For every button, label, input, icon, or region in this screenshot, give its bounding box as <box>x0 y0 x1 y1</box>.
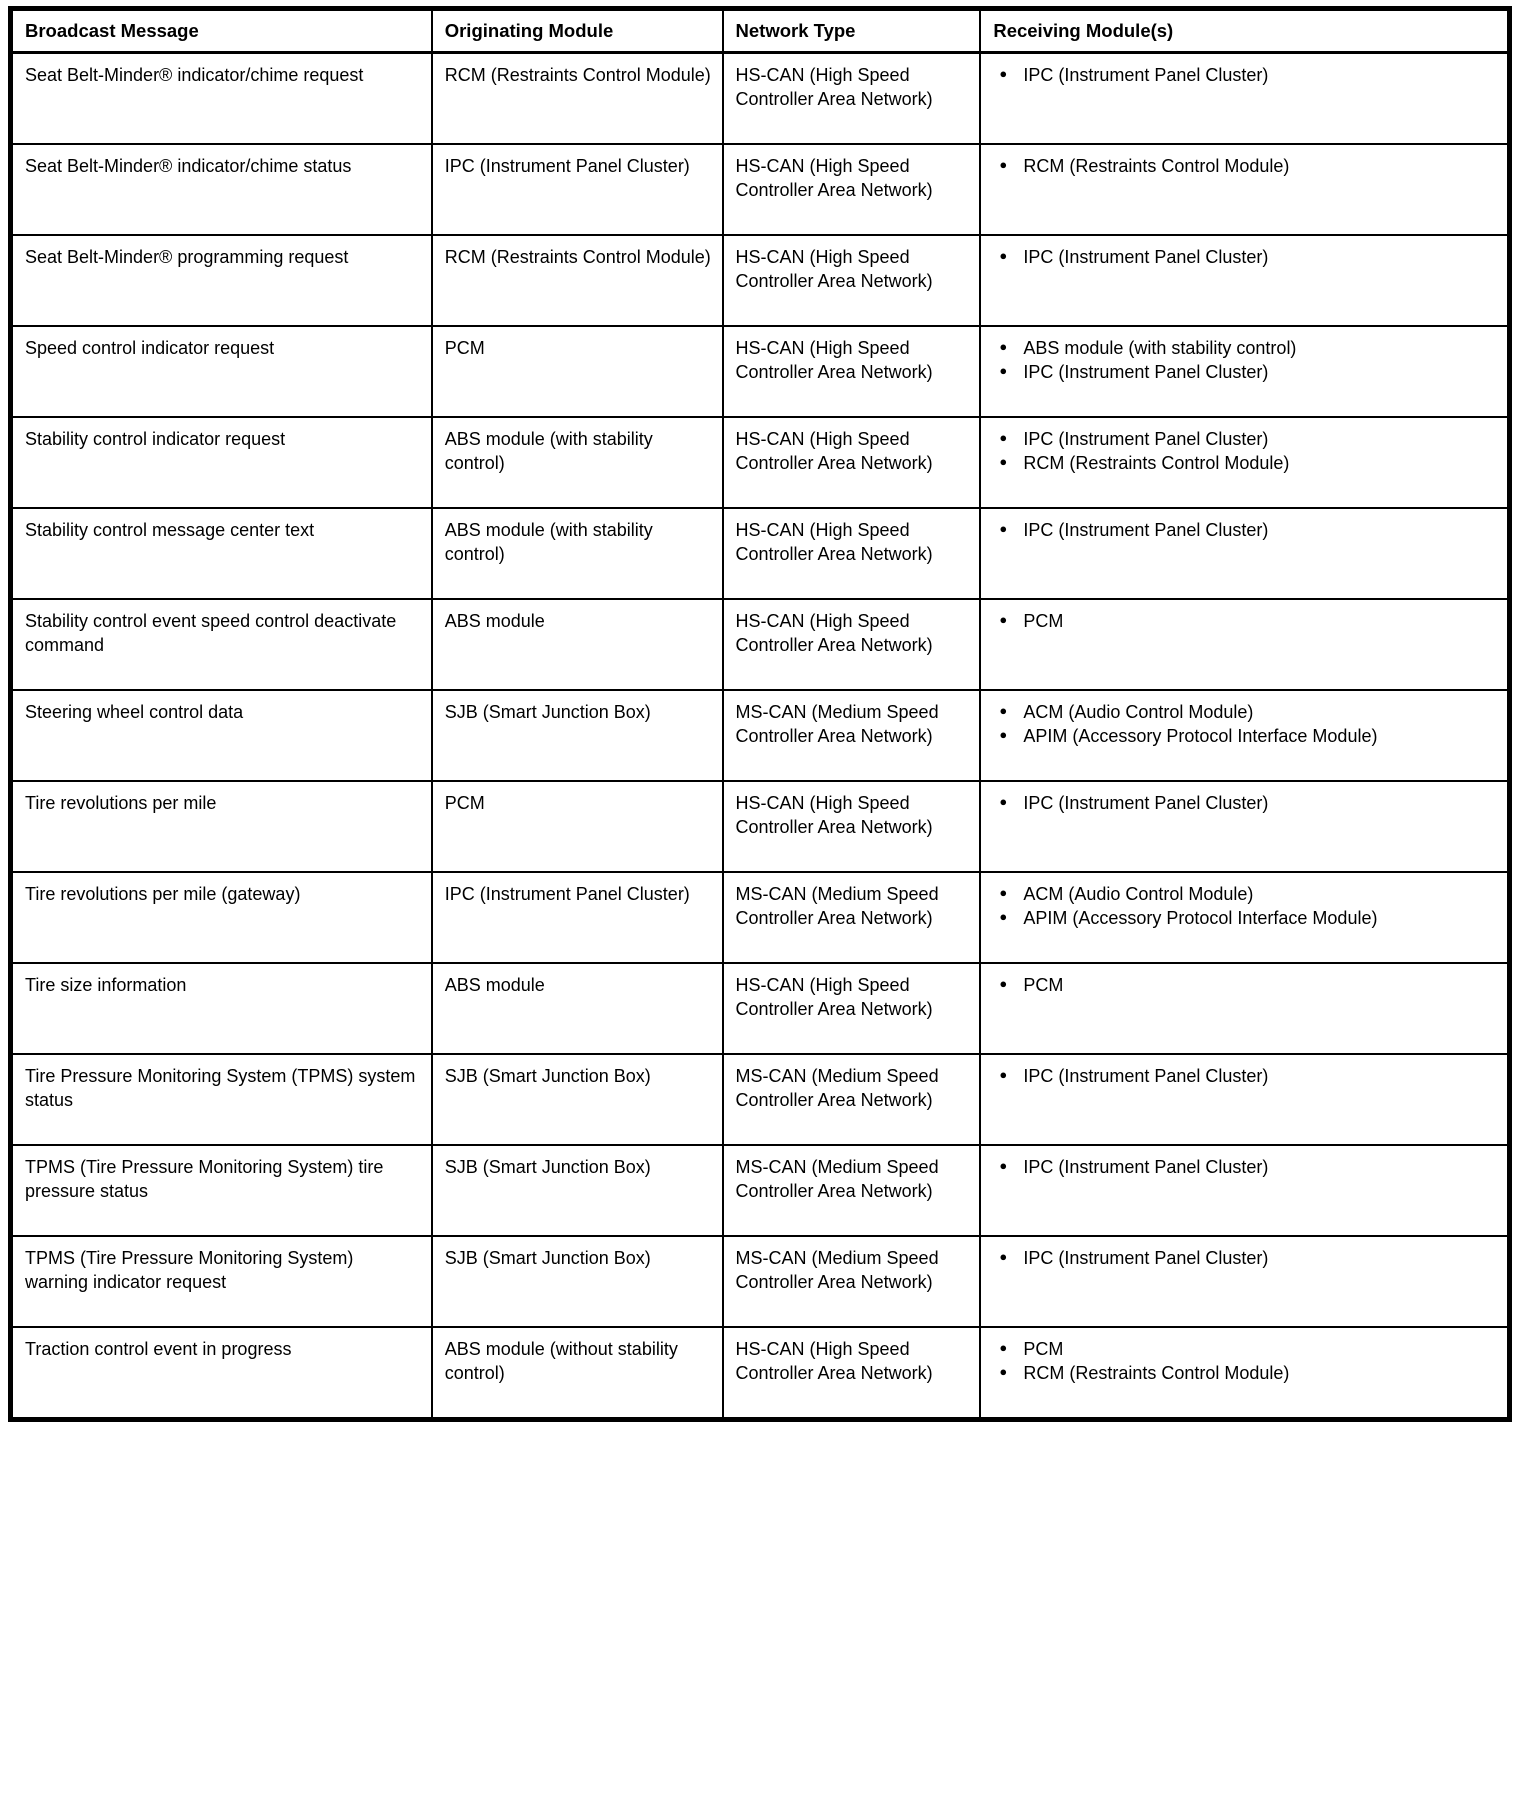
receiving-module-item: ● APIM (Accessory Protocol Interface Module) <box>993 906 1497 930</box>
cell-network-type: HS-CAN (High Speed Controller Area Network) <box>723 781 981 872</box>
table-row <box>11 1327 1510 1420</box>
table-row <box>11 690 1510 781</box>
cell-broadcast-message: Seat Belt-Minder® indicator/chime status <box>11 144 432 235</box>
cell-network-type: MS-CAN (Medium Speed Controller Area Network) <box>723 1054 981 1145</box>
cell-receiving-modules <box>980 1327 1509 1420</box>
cell-network-type: HS-CAN (High Speed Controller Area Network) <box>723 144 981 235</box>
cell-broadcast-message: Tire Pressure Monitoring System (TPMS) system status <box>11 1054 432 1145</box>
cell-network-type: MS-CAN (Medium Speed Controller Area Network) <box>723 690 981 781</box>
cell-network-type: HS-CAN (High Speed Controller Area Network) <box>723 235 981 326</box>
receiving-modules-list <box>993 700 1497 748</box>
table-row <box>11 1236 1510 1327</box>
cell-broadcast-message: TPMS (Tire Pressure Monitoring System) warning indicator request <box>11 1236 432 1327</box>
receiving-modules-list <box>993 609 1497 633</box>
receiving-modules-list <box>993 1064 1497 1088</box>
cell-originating-module: ABS module <box>432 599 723 690</box>
receiving-module-item: ● IPC (Instrument Panel Cluster) <box>993 791 1497 815</box>
receiving-module-item: ● IPC (Instrument Panel Cluster) <box>993 1064 1497 1088</box>
table-row <box>11 53 1510 145</box>
receiving-modules-list <box>993 1337 1497 1385</box>
receiving-module-item: ● APIM (Accessory Protocol Interface Module) <box>993 724 1497 748</box>
cell-network-type: MS-CAN (Medium Speed Controller Area Network) <box>723 872 981 963</box>
cell-network-type: MS-CAN (Medium Speed Controller Area Network) <box>723 1236 981 1327</box>
cell-receiving-modules <box>980 1145 1509 1236</box>
cell-originating-module: SJB (Smart Junction Box) <box>432 690 723 781</box>
cell-originating-module: PCM <box>432 326 723 417</box>
receiving-module-item: ● PCM <box>993 973 1497 997</box>
receiving-modules-list <box>993 336 1497 384</box>
cell-broadcast-message: Stability control message center text <box>11 508 432 599</box>
receiving-module-item: ● IPC (Instrument Panel Cluster) <box>993 427 1497 451</box>
cell-network-type: HS-CAN (High Speed Controller Area Network) <box>723 53 981 145</box>
cell-broadcast-message: Speed control indicator request <box>11 326 432 417</box>
receiving-module-item: ● IPC (Instrument Panel Cluster) <box>993 360 1497 384</box>
cell-network-type: HS-CAN (High Speed Controller Area Network) <box>723 326 981 417</box>
cell-receiving-modules <box>980 963 1509 1054</box>
cell-network-type: HS-CAN (High Speed Controller Area Network) <box>723 599 981 690</box>
cell-receiving-modules <box>980 326 1509 417</box>
cell-originating-module: ABS module (with stability control) <box>432 508 723 599</box>
cell-originating-module: PCM <box>432 781 723 872</box>
column-header-receiving-modules: Receiving Module(s) <box>980 9 1509 53</box>
receiving-modules-list <box>993 518 1497 542</box>
cell-receiving-modules <box>980 235 1509 326</box>
receiving-modules-list <box>993 1155 1497 1179</box>
network-message-table <box>8 6 1512 1422</box>
table-row <box>11 599 1510 690</box>
cell-broadcast-message: Steering wheel control data <box>11 690 432 781</box>
receiving-module-item: ● ACM (Audio Control Module) <box>993 882 1497 906</box>
cell-broadcast-message: TPMS (Tire Pressure Monitoring System) tire pressure status <box>11 1145 432 1236</box>
receiving-module-item: ● RCM (Restraints Control Module) <box>993 154 1497 178</box>
cell-receiving-modules <box>980 872 1509 963</box>
cell-broadcast-message: Seat Belt-Minder® indicator/chime request <box>11 53 432 145</box>
cell-broadcast-message: Stability control indicator request <box>11 417 432 508</box>
column-header-originating-module: Originating Module <box>432 9 723 53</box>
table-row <box>11 1054 1510 1145</box>
receiving-module-item: ● RCM (Restraints Control Module) <box>993 451 1497 475</box>
cell-broadcast-message: Tire revolutions per mile (gateway) <box>11 872 432 963</box>
receiving-modules-list <box>993 882 1497 930</box>
cell-network-type: HS-CAN (High Speed Controller Area Network) <box>723 963 981 1054</box>
column-header-broadcast-message: Broadcast Message <box>11 9 432 53</box>
cell-receiving-modules <box>980 1054 1509 1145</box>
cell-broadcast-message: Seat Belt-Minder® programming request <box>11 235 432 326</box>
cell-originating-module: RCM (Restraints Control Module) <box>432 235 723 326</box>
receiving-module-item: ● IPC (Instrument Panel Cluster) <box>993 1155 1497 1179</box>
receiving-modules-list <box>993 63 1497 87</box>
cell-originating-module: RCM (Restraints Control Module) <box>432 53 723 145</box>
cell-receiving-modules <box>980 690 1509 781</box>
table-body <box>11 53 1510 1420</box>
column-header-network-type: Network Type <box>723 9 981 53</box>
table-row <box>11 872 1510 963</box>
cell-originating-module: SJB (Smart Junction Box) <box>432 1054 723 1145</box>
table-row <box>11 1145 1510 1236</box>
receiving-modules-list <box>993 427 1497 475</box>
cell-network-type: HS-CAN (High Speed Controller Area Network) <box>723 1327 981 1420</box>
cell-receiving-modules <box>980 417 1509 508</box>
receiving-module-item: ● IPC (Instrument Panel Cluster) <box>993 245 1497 269</box>
receiving-module-item: ● PCM <box>993 1337 1497 1361</box>
receiving-module-item: ● ABS module (with stability control) <box>993 336 1497 360</box>
cell-originating-module: IPC (Instrument Panel Cluster) <box>432 144 723 235</box>
receiving-modules-list <box>993 973 1497 997</box>
table-row <box>11 235 1510 326</box>
cell-receiving-modules <box>980 781 1509 872</box>
cell-network-type: MS-CAN (Medium Speed Controller Area Network) <box>723 1145 981 1236</box>
cell-originating-module: ABS module <box>432 963 723 1054</box>
cell-receiving-modules <box>980 53 1509 145</box>
receiving-module-item: ● ACM (Audio Control Module) <box>993 700 1497 724</box>
table-row <box>11 144 1510 235</box>
cell-broadcast-message: Stability control event speed control deactivate command <box>11 599 432 690</box>
receiving-module-item: ● IPC (Instrument Panel Cluster) <box>993 1246 1497 1270</box>
receiving-modules-list <box>993 1246 1497 1270</box>
receiving-modules-list <box>993 791 1497 815</box>
receiving-module-item: ● RCM (Restraints Control Module) <box>993 1361 1497 1385</box>
cell-receiving-modules <box>980 599 1509 690</box>
table-row <box>11 508 1510 599</box>
cell-network-type: HS-CAN (High Speed Controller Area Network) <box>723 508 981 599</box>
cell-originating-module: SJB (Smart Junction Box) <box>432 1236 723 1327</box>
cell-broadcast-message: Tire revolutions per mile <box>11 781 432 872</box>
cell-network-type: HS-CAN (High Speed Controller Area Network) <box>723 417 981 508</box>
cell-originating-module: SJB (Smart Junction Box) <box>432 1145 723 1236</box>
receiving-module-item: ● IPC (Instrument Panel Cluster) <box>993 63 1497 87</box>
cell-originating-module: ABS module (with stability control) <box>432 417 723 508</box>
cell-receiving-modules <box>980 144 1509 235</box>
cell-receiving-modules <box>980 1236 1509 1327</box>
cell-receiving-modules <box>980 508 1509 599</box>
receiving-modules-list <box>993 245 1497 269</box>
cell-broadcast-message: Traction control event in progress <box>11 1327 432 1420</box>
cell-originating-module: IPC (Instrument Panel Cluster) <box>432 872 723 963</box>
cell-originating-module: ABS module (without stability control) <box>432 1327 723 1420</box>
table-row <box>11 963 1510 1054</box>
cell-broadcast-message: Tire size information <box>11 963 432 1054</box>
table-row <box>11 417 1510 508</box>
table-row <box>11 326 1510 417</box>
table-header-row <box>11 9 1510 53</box>
table-row <box>11 781 1510 872</box>
receiving-module-item: ● IPC (Instrument Panel Cluster) <box>993 518 1497 542</box>
receiving-module-item: ● PCM <box>993 609 1497 633</box>
receiving-modules-list <box>993 154 1497 178</box>
